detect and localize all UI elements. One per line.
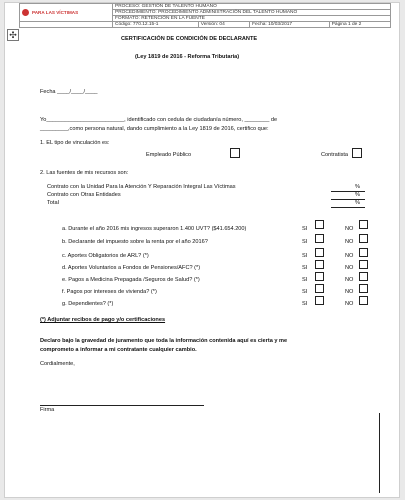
item-g-no-box[interactable] — [359, 296, 368, 305]
header-process: PROCESO: GESTIÓN DE TALENTO HUMANO — [113, 4, 391, 10]
logo-text: PARA LAS VÍCTIMAS — [32, 10, 79, 15]
item-a-no: NO — [345, 226, 354, 232]
fuente-unidad: Contrato con la Unidad Para la Atención Y Reparación Integral Las Víctimas — [47, 184, 236, 190]
item-c: c. Aportes Obligatorios de ARL? (*) — [62, 253, 149, 259]
item-f-no-box[interactable] — [359, 284, 368, 293]
item-b-si-box[interactable] — [315, 234, 324, 243]
item-b-si: SI — [302, 239, 308, 245]
item-g: g. Dependientes? (*) — [62, 301, 114, 307]
signature-line[interactable] — [40, 405, 204, 406]
item-c-si-box[interactable] — [315, 248, 324, 257]
item-b-no: NO — [345, 239, 354, 245]
item-g-si: SI — [302, 301, 308, 307]
intro-line-2: _________,como persona natural, dando cumplimiento a la Ley 1819 de 2016, certifico que: — [40, 126, 269, 132]
document-header — [19, 3, 391, 28]
item-c-no-box[interactable] — [359, 248, 368, 257]
item-e-si-box[interactable] — [315, 272, 324, 281]
doc-subtitle: (Ley 1819 de 2016 - Reforma Tributaria) — [135, 54, 240, 60]
percent-field-3[interactable] — [331, 207, 365, 208]
item-b-no-box[interactable] — [359, 234, 368, 243]
item-d-no: NO — [345, 265, 354, 271]
item-e-si: SI — [302, 277, 308, 283]
contratista-label: Contratista — [321, 152, 349, 158]
declaration-line-2: comprometo a informar a mi contratante cualquier cambio. — [40, 347, 197, 353]
declaration-line-1: Declaro bajo la gravedad de juramento que toda la información contenida aquí es cierta y me — [40, 338, 288, 344]
item-d-si: SI — [302, 265, 308, 271]
percent-sign-1: % — [355, 184, 360, 190]
item-e-no: NO — [345, 277, 354, 283]
header-date: Fecha: 10/03/2017 — [250, 22, 330, 28]
adjuntar-note: (*) Adjuntar recibos de pago y/o certificaciones — [40, 317, 166, 323]
item-f-si-box[interactable] — [315, 284, 324, 293]
item-d-no-box[interactable] — [359, 260, 368, 269]
item-c-si: SI — [302, 253, 308, 259]
item-d: d. Aportes Voluntarios a Fondos de Pensiones/AFC? (*) — [62, 265, 201, 271]
item-b: b. Declarante del impuesto sobre la renta por el año 2016? — [62, 239, 208, 245]
empleado-checkbox[interactable] — [230, 148, 240, 158]
header-page: Página 1 de 2 — [329, 22, 390, 28]
header-procedure: PROCEDIMIENTO: PROCEDIMIENTO ADMINISTRACIÓN DEL TALENTO HUMANO — [113, 10, 391, 16]
header-code: Código: 770.12.15-1 — [113, 22, 199, 28]
item-e-no-box[interactable] — [359, 272, 368, 281]
intro-line-1: Yo_________________________, identificado con cedula de ciudadanía número, ________ de — [40, 117, 278, 123]
item-g-no: NO — [345, 301, 354, 307]
fuente-total: Total — [47, 200, 59, 206]
logo-cell — [20, 4, 113, 22]
fuente-otras: Contrato con Otras Entidades — [47, 192, 121, 198]
question-2: 2. Las fuentes de mis recursos son: — [40, 170, 129, 176]
item-d-si-box[interactable] — [315, 260, 324, 269]
firma-label: Firma — [40, 407, 55, 413]
item-a-no-box[interactable] — [359, 220, 368, 229]
percent-sign-2: % — [355, 192, 360, 198]
empleado-label: Empleado Público — [146, 152, 192, 158]
header-version: Versión: 04 — [198, 22, 249, 28]
item-a: a. Durante el año 2016 mis ingresos superaron 1.400 UVT? ($41.654.200) — [62, 226, 247, 232]
item-f-no: NO — [345, 289, 354, 295]
header-spacer — [20, 22, 113, 28]
fecha-line[interactable]: Fecha ____/____/____ — [40, 89, 98, 95]
move-anchor-icon[interactable]: ✣ — [7, 29, 19, 41]
page-margin-line — [379, 413, 380, 493]
percent-sign-3: % — [355, 200, 360, 206]
item-c-no: NO — [345, 253, 354, 259]
coat-of-arms-icon — [22, 9, 29, 16]
item-e: e. Pagos a Medicina Prepagada /Seguros de Salud? (*) — [62, 277, 200, 283]
document-page — [4, 2, 400, 498]
doc-title: CERTIFICACIÓN DE CONDICIÓN DE DECLARANTE — [121, 36, 258, 42]
contratista-checkbox[interactable] — [352, 148, 362, 158]
question-1: 1. EL tipo de vinculación es: — [40, 140, 110, 146]
header-format: FORMATO: RETENCIÓN EN LA FUENTE — [113, 16, 391, 22]
item-f: f. Pagos por intereses de vivienda? (*) — [62, 289, 157, 295]
item-g-si-box[interactable] — [315, 296, 324, 305]
item-f-si: SI — [302, 289, 308, 295]
item-a-si: SI — [302, 226, 308, 232]
cordialmente: Cordialmente, — [40, 361, 75, 367]
item-a-si-box[interactable] — [315, 220, 324, 229]
